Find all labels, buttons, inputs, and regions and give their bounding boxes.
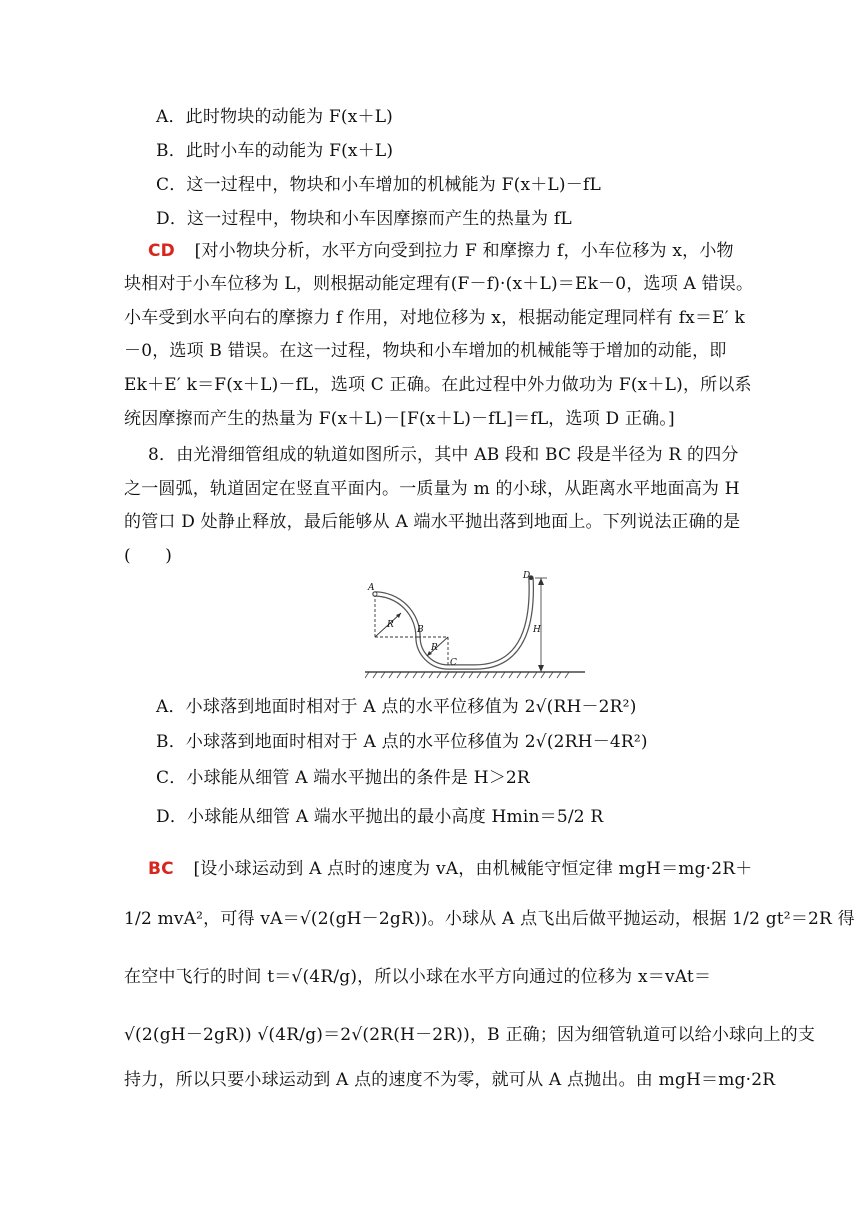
figure-label-r1: R	[387, 620, 394, 630]
q8-explanation-line: 持力，所以只要小球运动到 A 点的速度不为零，就可从 A 点抛出。由 mgH＝mg·2R	[124, 1070, 776, 1090]
q7-answer: CD	[148, 241, 175, 261]
q8-explanation-line: 在空中飞行的时间 t＝√(4R/g)，所以小球在水平方向通过的位移为 x＝vAt＝	[124, 967, 712, 987]
q8-answer-line	[148, 858, 764, 880]
q7-explanation-line: 块相对于小车位移为 L，则根据动能定理有(F－f)·(x＋L)＝Ek－0，选项 A 错误。	[124, 274, 754, 294]
q7-option-c: C．这一过程中，物块和小车增加的机械能为 F(x＋L)－fL	[156, 175, 601, 195]
q8-stem-line: 的管口 D 处静止释放，最后能够从 A 端水平抛出落到地面上。下列说法正确的是	[124, 512, 741, 532]
q7-option-a: A．此时物块的动能为 F(x＋L)	[156, 107, 394, 127]
q8-stem-line: ( )	[124, 546, 173, 566]
q8-answer: BC	[148, 859, 174, 879]
q8-option-b: B．小球落到地面时相对于 A 点的水平位移值为 2√(2RH－4R²)	[156, 732, 648, 752]
q7-explanation-line: [对小物块分析，水平方向受到拉力 F 和摩擦力 f，小车位移为 x，小物	[194, 241, 734, 261]
q8-stem-line: 8．由光滑细管组成的轨道如图所示，其中 AB 段和 BC 段是半径为 R 的四分	[148, 445, 739, 465]
q8-explanation-line: [设小球运动到 A 点时的速度为 vA，由机械能守恒定律 mgH＝mg·2R＋	[193, 859, 753, 879]
figure-label-a: A	[368, 583, 375, 593]
q7-explanation-line: 小车受到水平向右的摩擦力 f 作用，对地位移为 x，根据动能定理同样有 fx＝E′ k	[124, 308, 745, 328]
q7-answer-line	[148, 240, 764, 262]
figure-label-c: C	[450, 658, 457, 668]
q7-explanation-line: －0，选项 B 错误。在这一过程，物块和小车增加的机械能等于增加的动能，即	[124, 341, 727, 361]
figure-label-b: B	[417, 625, 424, 635]
q8-option-d: D．小球能从细管 A 端水平抛出的最小高度 Hmin＝5/2 R	[156, 807, 604, 827]
q7-option-d: D．这一过程中，物块和小车因摩擦而产生的热量为 fL	[156, 209, 572, 229]
q7-option-b: B．此时小车的动能为 F(x＋L)	[156, 141, 394, 161]
q8-option-c: C．小球能从细管 A 端水平抛出的条件是 H＞2R	[156, 768, 530, 788]
track-figure	[365, 570, 585, 682]
q8-explanation-line: √(2(gH－2gR)) √(4R/g)＝2√(2R(H－2R))，B 正确；因为细管轨道可以给小球向上的支	[124, 1025, 816, 1045]
q8-stem-line: 之一圆弧，轨道固定在竖直平面内。一质量为 m 的小球，从距离水平地面高为 H	[124, 479, 740, 499]
figure-label-d: D	[523, 571, 531, 581]
q7-explanation-line: 统因摩擦而产生的热量为 F(x＋L)－[F(x＋L)－fL]＝fL，选项 D 正确。]	[124, 409, 675, 429]
q7-explanation-line: Ek＋E′ k＝F(x＋L)－fL，选项 C 正确。在此过程中外力做功为 F(x＋L)，所以系	[124, 375, 752, 395]
figure-label-r2: R	[431, 643, 438, 653]
q8-option-a: A．小球落到地面时相对于 A 点的水平位移值为 2√(RH－2R²)	[156, 697, 637, 717]
figure-label-h: H	[533, 625, 541, 635]
q8-explanation-line: 1/2 mvA²，可得 vA＝√(2(gH－2gR))。小球从 A 点飞出后做平抛运动，根据 1/2 gt²＝2R 得	[124, 909, 855, 929]
